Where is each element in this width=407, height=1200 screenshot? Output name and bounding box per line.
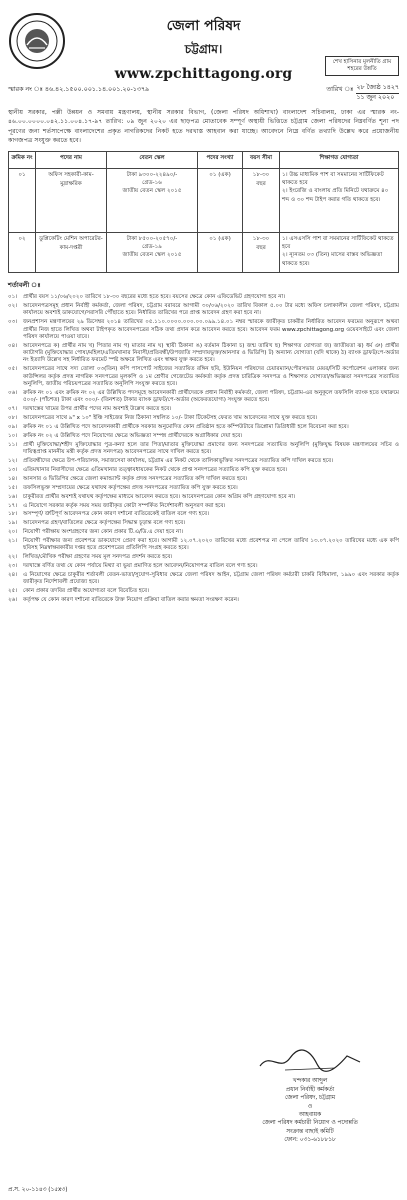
condition-number: ১৪। bbox=[8, 475, 18, 482]
org-name: জেলা পরিষদ bbox=[166, 18, 241, 34]
salary-grade: গ্রেড-১৬ bbox=[142, 180, 162, 187]
condition-text: ক্রমিক নং ০১ এবং ক্রমিক নং ০২ এর উল্লিখিত পদসমূহে আবেদনকারী প্রার্থীদেরকে প্রধান নির্বাহী কর্মকর্তা, জেলা পরিষদ, চট্টগ্রাম-এর অনুকূলে তফসিলি ব্যাংক হতে যথাক্রমে ৫০০/- (পাঁচশত) টাকা এবং ৩০০/- (তিনশত) টাকার ব্যাংক ড্রাফট/পে-অর্ডার (অফেরতযোগ্য) সংযুক্ত করতে হবে। bbox=[23, 389, 399, 404]
condition-number: ১১। bbox=[8, 441, 18, 448]
condition-item bbox=[8, 424, 399, 431]
col-serial: ক্রমিক নং bbox=[9, 152, 36, 169]
qualification-item: ১। এসএসসি পাশ বা সমমানের সার্টিফিকেট থাকতে হবে bbox=[282, 236, 394, 251]
condition-item bbox=[8, 319, 399, 341]
condition-number: ১৯। bbox=[8, 520, 18, 527]
salary-scale: জাতীয় বেতন স্কেল ২০১৫ bbox=[122, 252, 182, 259]
condition-text: ক্রমিক নং ০১ এ উল্লিখিত পদে আবেদনকারী প্রার্থীকে সরকার অনুমোদিত কোন প্রতিষ্ঠান হতে কম্পিউটারে ডিপ্লোমা ডিগ্রিধারী হলে বিবেচনা করা হবে। bbox=[23, 423, 349, 430]
condition-text: নিয়োগী পরীক্ষার জন্য প্রবেশপত্র ডাকযোগে প্রেরণ করা হবে। আগামী ১২.০৭.২০২০ তারিখের মধ্যে প্রবেশপত্র না পেলে তারিখ ১৩.০৭.২০২০ তারিখের মধ্যে এক কপি ছবিসহ নিম্নস্বাক্ষরকারীর দপ্তর হতে প্রবেশপত্রের প্রতিলিপি সংগ্রহ করতে হবে। bbox=[23, 538, 399, 552]
condition-text: এ নিয়োগে সরকার কর্তৃক সময় সময় জারীকৃত কোটা সম্পর্কিত নির্দেশাবলী অনুসরণ করা হবে। bbox=[23, 502, 226, 509]
condition-item bbox=[8, 366, 399, 388]
salary-range: টাকা ৯৩০০-২২৪৯০/- bbox=[126, 172, 178, 179]
col-count: পদের সংখ্যা bbox=[198, 152, 243, 169]
col-post: পদের নাম bbox=[36, 152, 107, 169]
signature-scribble-icon bbox=[255, 1048, 365, 1074]
condition-number: ১৭। bbox=[8, 502, 18, 509]
condition-number: ০২। bbox=[8, 303, 18, 310]
condition-text: আনসার ও ভিডিপির ক্ষেত্রে জেলা কমান্ড্যান্ট কর্তৃক প্রদত্ত সনদপত্রের সত্যায়িত কপি দাখিল করতে হবে। bbox=[23, 475, 248, 482]
condition-text: প্রার্থীর বয়স ১১/০৬/২০২০ তারিখে ১৮-৩০ বছরের মধ্যে হতে হবে। বয়সের ক্ষেত্রে কোন এফিডেভিট গ্রহণযোগ্য হবে না। bbox=[23, 294, 286, 301]
condition-number: ২৪। bbox=[8, 572, 18, 579]
condition-number: ০১। bbox=[8, 294, 18, 301]
condition-item bbox=[8, 597, 399, 604]
committee-line-2: সংক্রান্ত বাছাই কমিটি bbox=[286, 1128, 334, 1135]
org-city: চট্টগ্রাম। bbox=[184, 42, 223, 56]
condition-item bbox=[8, 529, 399, 536]
intro-paragraph: স্থানীয় সরকার, পল্লী উন্নয়ন ও সমবায় মন্ত্রণালয়, স্থানীয় সরকার বিভাগ, (জেলা পরিষদ অধিশাখা) বাংলাদেশ সচিবালয়, ঢাকা এর স্মারক নং- ৪৬.০০.০০০০.০৪২.১১.০০৪.১৭-৯৭ তারিখ: ০৯ জুন ২০২০ এর ছাড়পত্র মোতাবেক সম্পূর্ণ অস্থায়ী ভিত্তিতে চট্টগ্রাম জেলা পরিষদের নিম্নবর্ণিত শূন্য পদ পূরণের জন্য শর্তসাপেক্ষে বাংলাদেশের প্রকৃত নাগরিকদের নিকট হতে দরখাস্ত আহবান করা যাচ্ছে। আবেদনে নিম্নে বর্ণিত তথ্যাদি উল্লেখ করে প্রয়োজনীয় কাগজপত্র সংযুক্ত করতে হবে। bbox=[8, 109, 399, 144]
condition-text: এ নিয়োগের ক্ষেত্রে চাকুরীর শর্তাবলী বেতন-ভাতা/সুযোগ-সুবিধার ক্ষেত্রে জেলা পরিষদ আইন, চট্টগ্রাম জেলা পরিষদ কর্মচারী চাকরি বিধিমালা, ১৯৯০ এবং সরকার কর্তৃক জারীকৃত নির্দেশাবলী প্রযোজ্য হবে। bbox=[23, 572, 399, 586]
condition-number: ২৬। bbox=[8, 597, 18, 604]
condition-number: ১৫। bbox=[8, 484, 18, 491]
col-age: বয়স সীমা bbox=[243, 152, 280, 169]
condition-text: প্রতিবন্ধীদের ক্ষেত্রে উপ-পরিচালক, সমাজসেবা কার্যালয়, চট্টগ্রাম এর নিকট থেকে তালিকাভুক্তির সনদপত্রের সত্যায়িত কপি দাখিল করতে হবে। bbox=[23, 457, 334, 464]
condition-item bbox=[8, 343, 399, 365]
condition-text: অসম্পূর্ণ/ ত্রুটিপূর্ণ আবেদনপত্র কোন কারণ দর্শানো ব্যতিরেকেই বাতিল বলে গণ্য হবে। bbox=[23, 511, 210, 518]
signatory-name: খন্দকার আব্দুল bbox=[292, 1078, 328, 1085]
condition-item bbox=[8, 476, 399, 483]
condition-number: ০৫। bbox=[8, 366, 18, 373]
salary-cell bbox=[107, 169, 198, 233]
serial-cell: ০২ bbox=[9, 233, 36, 273]
qualification-cell bbox=[280, 169, 399, 233]
condition-item bbox=[8, 458, 399, 465]
age-range: ১৮-৩০ bbox=[252, 236, 270, 243]
letterhead bbox=[8, 6, 399, 84]
condition-text: আবেদনপত্রসমূহ প্রধান নির্বাহী কর্মকর্তা, জেলা পরিষদ, চট্টগ্রাম বরাবরে আগামী ৩০/০৬/২০২০ তারিখ বিকাল ৫.০০ টার মধ্যে অফিস চলাকালীন জেলা পরিষদ, চট্টগ্রাম কার্যালয়ে অবশ্যই ডাকযোগে/সরাসরি পৌঁছাতে হবে। নির্ধারিত তারিখের পরে প্রাপ্ত আবেদন গ্রহণ করা হবে না। bbox=[23, 303, 399, 317]
condition-item bbox=[8, 511, 399, 518]
press-code: প্র.স. ২০-১১৪৩ (১৫x৩) bbox=[8, 1187, 68, 1193]
condition-number: ০৩। bbox=[8, 319, 18, 326]
condition-number: ১৬। bbox=[8, 493, 18, 500]
condition-item bbox=[8, 554, 399, 561]
condition-item bbox=[8, 415, 399, 422]
age-range: ১৮-৩০ bbox=[252, 172, 270, 179]
table-header-row bbox=[9, 152, 399, 169]
signatory-phone: ফোন: ০৩১-৬১৮৮১৮ bbox=[284, 1137, 336, 1144]
memo-ref: স্মারক নং ঃ ৪৬.৪২.১৫০০.০০১.১৪.০০১.২০-১৩৭৯ bbox=[8, 86, 150, 93]
memo-line bbox=[8, 84, 399, 102]
vacancy-table bbox=[8, 151, 399, 273]
condition-number: ০৪। bbox=[8, 342, 18, 349]
post-cell: অফিস সহকারী-কাম-মুদ্রাক্ষরিক bbox=[36, 169, 107, 233]
condition-text: আবেদনপত্রে ক) প্রার্থীর নাম খ) পিতার নাম গ) মাতার নাম ঘ) স্থায়ী ঠিকানা ঙ) বর্তমান ঠিকানা চ) জন্ম তারিখ ছ) শিক্ষাগত যোগ্যতা জ) জাতীয়তা ঝ) ধর্ম ঞ) প্রার্থীর ক্যাটাগরি (মুক্তিযোদ্ধার পোষ্য/মহিলা/এতিমখানার নিবাসী/প্রতিবন্ধী/উপজাতি সম্প্রদায়ভুক্ত/আনসার ও ভিডিপি) ট) অন্যান্য যোগ্যতা (যদি থাকে) ঠ) ব্যাংক ড্রাফট/পে-অর্ডার নং ইত্যাদি উল্লেখ সহ নির্ধারিত ফরমেট স্পষ্ট অক্ষরে লিখিত এবং স্বাক্ষর যুক্ত করতে হবে। bbox=[23, 342, 399, 364]
condition-number: ১৩। bbox=[8, 466, 18, 473]
col-salary: বেতন স্কেল bbox=[107, 152, 198, 169]
age-cell bbox=[243, 169, 280, 233]
condition-item bbox=[8, 442, 399, 457]
salary-grade: গ্রেড-১৯ bbox=[142, 244, 162, 251]
condition-number: ০৭। bbox=[8, 406, 18, 413]
col-qualification: শিক্ষাগত যোগ্যতা bbox=[280, 152, 399, 169]
signatory-and: ও bbox=[307, 1103, 313, 1110]
condition-item bbox=[8, 303, 399, 318]
condition-number: ০৬। bbox=[8, 389, 18, 396]
signatory-role: আহবায়ক bbox=[298, 1111, 322, 1118]
salary-cell bbox=[107, 233, 198, 273]
condition-item bbox=[8, 563, 399, 570]
condition-text: চাকুরীরত প্রার্থীর অবশ্যই যথাযথ কর্তৃপক্ষের মাধ্যমে আবেদন করতে হবে। আবেদনপত্রের কোন অগ্রিম কপি গ্রহণযোগ্য হবে না। bbox=[23, 493, 296, 500]
date-english: ১১ জুন ২০২০ bbox=[356, 93, 395, 101]
condition-item bbox=[8, 433, 399, 440]
date-bangla: ২৮ জ্যৈষ্ঠ ১৪২৭ bbox=[356, 84, 399, 94]
salary-range: টাকা ৮৫০০-২০৫৭০/- bbox=[126, 236, 178, 243]
table-row bbox=[9, 169, 399, 233]
qualification-cell bbox=[280, 233, 399, 273]
count-cell: ০১ (এক) bbox=[198, 169, 243, 233]
conditions-heading: শর্তাবলী ঃ bbox=[8, 281, 41, 290]
age-cell bbox=[243, 233, 280, 273]
condition-text: ক্রমিক নং ০২ এ উল্লিখিত পদে নিয়োগের ক্ষেত্রে অভিজ্ঞতা সম্পন্ন প্রার্থীদেরকে অগ্রাধিকার দেয়া হবে। bbox=[23, 432, 243, 439]
condition-text: তফসিলভুক্ত সম্প্রদায়ের ক্ষেত্রে যথাযথ কর্তৃপক্ষের প্রদত্ত সনদপত্রের সত্যায়িত কপি যুক্ত করতে হবে। bbox=[23, 484, 238, 491]
conditions-list bbox=[8, 294, 399, 604]
qualification-item: ২। ন্যূনতম ০৩ (তিন) মাসের বাস্তব অভিজ্ঞতা থাকতে হবে। bbox=[282, 252, 383, 267]
condition-text: লিখিত/মৌখিক পরীক্ষা গ্রহণের সময় মূল সনদপত্র প্রদর্শন করতে হবে। bbox=[23, 554, 173, 561]
condition-item bbox=[8, 588, 399, 595]
condition-item bbox=[8, 538, 399, 553]
date-label: তারিখ ঃ bbox=[326, 86, 354, 93]
condition-text: কর্তৃপক্ষ যে কোন কারণ দর্শানো ব্যতিরেকে উক্ত নিয়োগ প্রক্রিয়া বাতিল করার ক্ষমতা সংরক্ষণ করেন। bbox=[23, 597, 239, 604]
condition-text: কোন প্রকার তদবির প্রার্থীর অযোগ্যতা বলে বিবেচিত হবে। bbox=[23, 588, 150, 595]
condition-number: ২৩। bbox=[8, 563, 18, 570]
condition-number: ০৮। bbox=[8, 415, 18, 422]
condition-number: ২১। bbox=[8, 538, 18, 545]
condition-item bbox=[8, 494, 399, 501]
condition-number: ১২। bbox=[8, 457, 18, 464]
committee-line-1: জেলা পরিষদ কর্মচারী নিয়োগ ও পদোন্নতি bbox=[262, 1120, 358, 1127]
condition-number: ১৮। bbox=[8, 511, 18, 518]
condition-text: দরখাস্তে বর্ণিত তথ্য যে কোন পর্যায়ে মিথ্যা বা ভুয়া প্রমাণিত হলে আবেদন/নিয়োগপত্র বাতিল বলে গণ্য হবে। bbox=[23, 563, 258, 570]
condition-item bbox=[8, 485, 399, 492]
serial-cell: ০১ bbox=[9, 169, 36, 233]
signatory-office: জেলা পরিষদ, চট্টগ্রাম bbox=[284, 1095, 336, 1102]
condition-item bbox=[8, 390, 399, 405]
age-unit: বছর bbox=[256, 245, 266, 252]
condition-text: আবেদনপত্রের সাথে সদ্য তোলা ০৩(তিন) কপি পাসপোর্ট সাইজের সত্যায়িত রঙ্গিন ছবি, ইউনিয়ন পরিষদের চেয়ারম্যান/পৌরসভার মেয়র/সিটি কর্পোরেশন এলাকার জন্য কাউন্সিলর কর্তৃক প্রদত্ত নাগরিক সনদপত্রের মূলকপি ও ১ম শ্রেণীর গেজেটেড কর্মকর্তা কর্তৃক প্রদত্ত চারিত্রিক সনদপত্র ও শিক্ষাগত যোগ্যতা/অভিজ্ঞতা সনদপত্রের সত্যায়িত অনুলিপি, জাতীয় পরিচয়পত্রের সত্যায়িত অনুলিপি সংযুক্ত করতে হবে। bbox=[23, 366, 399, 387]
age-unit: বছর bbox=[256, 181, 266, 188]
condition-number: ০৯। bbox=[8, 423, 18, 430]
signature-block bbox=[225, 1048, 395, 1145]
condition-item bbox=[8, 294, 399, 301]
condition-item bbox=[8, 503, 399, 510]
count-cell: ০১ (এক) bbox=[198, 233, 243, 273]
post-cell: ডুপ্লিকেটিং মেশিন অপারেটর-কাম-দপ্তরী bbox=[36, 233, 107, 273]
condition-text: প্রার্থী মুক্তিযোদ্ধা/শহীদ মুক্তিযোদ্ধার পুত্র-কন্যা হলে তার পিতা/মাতার মুক্তিযোদ্ধা প্রমাণের জন্য সনদপত্রের সত্যায়িত অনুলিপি (মুক্তিযুদ্ধ বিষয়ক মন্ত্রণালয়ের সচিব ও দায়িত্বপ্রাপ্ত মাননীয় মন্ত্রী কর্তৃক প্রদত্ত সনদপত্র) আবেদনপত্রের সাথে দাখিল করতে হবে। bbox=[23, 441, 399, 456]
condition-number: ২২। bbox=[8, 554, 18, 561]
condition-text: দরখাস্তের খামের উপর প্রার্থীর পদের নাম অবশ্যই উল্লেখ করতে হবে। bbox=[23, 406, 172, 413]
condition-item bbox=[8, 406, 399, 413]
condition-number: ২৫। bbox=[8, 588, 18, 595]
condition-number: ১০। bbox=[8, 432, 18, 439]
condition-text: নিয়োগী পরীক্ষায় অংশগ্রহণের জন্য কোন প্রকার টি.এ/ডি.এ দেয়া হবে না। bbox=[23, 529, 183, 536]
salary-scale: জাতীয় বেতন স্কেল ২০১৫ bbox=[122, 188, 182, 195]
condition-text: জনপ্রশাসন মন্ত্রণালয়ের ২৯ ডিসেম্বর ২০১৪ তারিখের ০৫.১১০.০০০০.০০০.০০.০৯৯.১৪.০১ নম্বর স্মারকে জারীকৃত চাকরীর নির্ধারিত আবেদন ফরমের অনুরূপে অথবা প্রার্থীর নিজ হাতে লিখিত অথবা টাইপকৃত আবেদনপত্রের সঠিক তথ্য প্রদান করে আবেদন করতে হবে। আবেদন ফরম www.zpchittagong.org ওয়েবসাইটে এবং জেলা পরিষদ কার্যালয়ে পাওয়া যাবে। bbox=[23, 319, 399, 340]
qualification-item: ১। উচ্চ মাধ্যমিক পাশ বা সমমানের সার্টিফিকেট থাকতে হবে bbox=[282, 172, 384, 187]
condition-number: ২০। bbox=[8, 529, 18, 536]
qualification-item: ২। ইংরেজি ও বাংলায় প্রতি মিনিটে যথাক্রমে ৪০ শব্দ ও ৩০ শব্দ টাইপ করার গতি থাকতে হবে। bbox=[282, 188, 389, 203]
condition-item bbox=[8, 572, 399, 587]
condition-item bbox=[8, 520, 399, 527]
table-row bbox=[9, 233, 399, 273]
signatory-title: প্রধান নির্বাহী কর্মকর্তা bbox=[285, 1086, 335, 1093]
condition-text: আবেদনপত্রের সাথে ৯" x ১০" ইঞ্চি সাইজের নিজ ঠিকানা সম্বলিত ১০/- টাকা টিকেটসহ ফেরত খাম আবেদনের সাথে যুক্ত করতে হবে। bbox=[23, 415, 318, 422]
condition-text: আবেদনপত্র গ্রহণ/বাতিলের ক্ষেত্রে কর্তৃপক্ষের সিদ্ধান্ত চূড়ান্ত বলে গণ্য হবে। bbox=[23, 520, 186, 527]
org-website: www.zpchittagong.org bbox=[114, 66, 293, 82]
slogan-box: শেখ হাসিনার মূলনীতি গ্রাম শহরের উন্নতি bbox=[325, 56, 399, 76]
condition-item bbox=[8, 467, 399, 474]
condition-text: এতিমখানার নিবাসীদের ক্ষেত্রে এতিমখানার তত্ত্বাবধায়কের নিকট থেকে প্রাপ্ত সনদপত্রের সত্যায়িত কপি যুক্ত করতে হবে। bbox=[23, 466, 288, 473]
